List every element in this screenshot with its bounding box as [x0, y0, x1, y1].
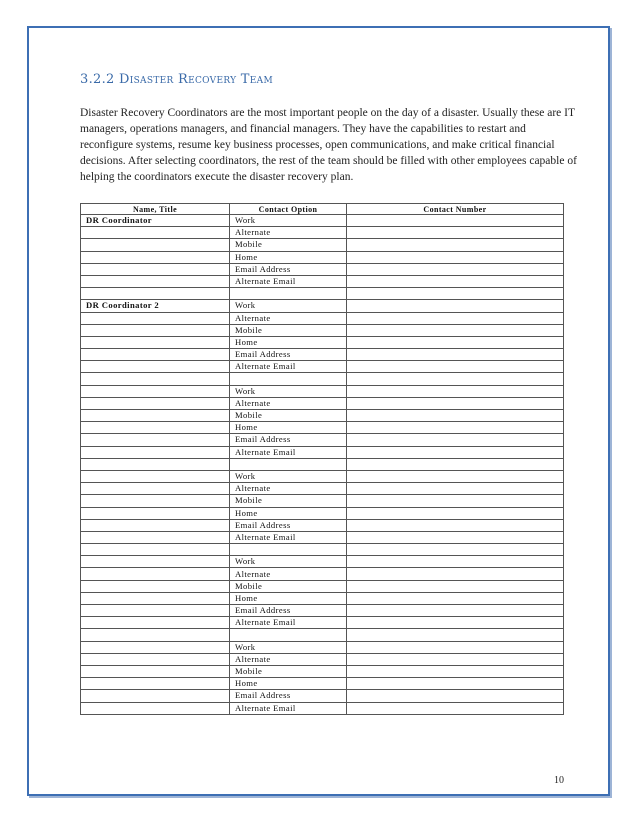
contact-name-cell: [81, 446, 230, 458]
contact-name-cell: [81, 568, 230, 580]
table-row: [81, 665, 564, 677]
table-spacer-row: [81, 288, 564, 300]
spacer-cell: [81, 544, 230, 556]
spacer-cell: [347, 288, 564, 300]
spacer-cell: [230, 544, 347, 556]
contact-name-cell: [81, 531, 230, 543]
contact-number-cell[interactable]: [347, 605, 564, 617]
contact-option-cell: Alternate: [230, 653, 347, 665]
contact-name-cell: [81, 690, 230, 702]
contact-name-cell: [81, 263, 230, 275]
table-row: [81, 361, 564, 373]
contact-option-cell: Alternate: [230, 312, 347, 324]
contact-name-cell: [81, 385, 230, 397]
spacer-cell: [347, 629, 564, 641]
contact-name-cell: [81, 227, 230, 239]
contact-option-cell: Email Address: [230, 263, 347, 275]
contact-number-cell[interactable]: [347, 653, 564, 665]
table-row: [81, 215, 564, 227]
contact-name-cell: [81, 397, 230, 409]
contact-option-cell: Home: [230, 422, 347, 434]
contact-option-cell: Alternate Email: [230, 531, 347, 543]
contact-option-cell: Alternate Email: [230, 275, 347, 287]
spacer-cell: [347, 458, 564, 470]
contact-number-cell[interactable]: [347, 324, 564, 336]
header-contact-number: Contact Number: [347, 204, 564, 215]
contact-number-cell[interactable]: [347, 300, 564, 312]
table-row: [81, 263, 564, 275]
table-spacer-row: [81, 373, 564, 385]
table-row: [81, 507, 564, 519]
contact-number-cell[interactable]: [347, 641, 564, 653]
contact-number-cell[interactable]: [347, 349, 564, 361]
contact-option-cell: Work: [230, 470, 347, 482]
contact-option-cell: Mobile: [230, 324, 347, 336]
contact-number-cell[interactable]: [347, 580, 564, 592]
contact-number-cell[interactable]: [347, 470, 564, 482]
contact-name-cell: [81, 410, 230, 422]
table-row: [81, 336, 564, 348]
contact-option-cell: Work: [230, 215, 347, 227]
contact-number-cell[interactable]: [347, 702, 564, 714]
contact-option-cell: Email Address: [230, 349, 347, 361]
table-row: [81, 641, 564, 653]
table-row: [81, 312, 564, 324]
spacer-cell: [230, 629, 347, 641]
contact-option-cell: Home: [230, 251, 347, 263]
table-spacer-row: [81, 544, 564, 556]
table-row: [81, 580, 564, 592]
contact-name-cell: [81, 641, 230, 653]
table-row: [81, 556, 564, 568]
contact-name-cell: DR Coordinator 2: [81, 300, 230, 312]
contact-number-cell[interactable]: [347, 336, 564, 348]
table-row: [81, 702, 564, 714]
contact-number-cell[interactable]: [347, 239, 564, 251]
header-name-title: Name, Title: [81, 204, 230, 215]
contact-option-cell: Email Address: [230, 434, 347, 446]
spacer-cell: [81, 288, 230, 300]
contact-number-cell[interactable]: [347, 275, 564, 287]
table-header-row: [81, 204, 564, 215]
spacer-cell: [347, 373, 564, 385]
contact-option-cell: Home: [230, 336, 347, 348]
contact-option-cell: Email Address: [230, 690, 347, 702]
contact-option-cell: Mobile: [230, 495, 347, 507]
contact-name-cell: [81, 702, 230, 714]
contact-number-cell[interactable]: [347, 227, 564, 239]
table-row: [81, 653, 564, 665]
table-row: [81, 349, 564, 361]
contact-option-cell: Email Address: [230, 519, 347, 531]
table-row: [81, 397, 564, 409]
contact-table: [80, 203, 564, 715]
page-number: 10: [554, 775, 564, 786]
contact-number-cell[interactable]: [347, 215, 564, 227]
contact-number-cell[interactable]: [347, 592, 564, 604]
contact-number-cell[interactable]: [347, 556, 564, 568]
table-row: [81, 410, 564, 422]
spacer-cell: [81, 373, 230, 385]
table-body: [81, 215, 564, 715]
table-row: [81, 385, 564, 397]
contact-option-cell: Alternate Email: [230, 617, 347, 629]
contact-name-cell: [81, 361, 230, 373]
contact-name-cell: [81, 495, 230, 507]
table-row: [81, 251, 564, 263]
contact-option-cell: Alternate: [230, 227, 347, 239]
contact-name-cell: [81, 507, 230, 519]
contact-option-cell: Work: [230, 385, 347, 397]
table-row: [81, 239, 564, 251]
contact-name-cell: [81, 556, 230, 568]
contact-name-cell: [81, 434, 230, 446]
table-row: [81, 434, 564, 446]
spacer-cell: [347, 544, 564, 556]
contact-number-cell[interactable]: [347, 312, 564, 324]
spacer-cell: [230, 288, 347, 300]
contact-number-cell[interactable]: [347, 251, 564, 263]
contact-name-cell: [81, 580, 230, 592]
contact-name-cell: [81, 239, 230, 251]
contact-name-cell: [81, 422, 230, 434]
contact-name-cell: [81, 617, 230, 629]
contact-option-cell: Home: [230, 507, 347, 519]
contact-name-cell: [81, 349, 230, 361]
contact-name-cell: [81, 324, 230, 336]
contact-number-cell[interactable]: [347, 617, 564, 629]
contact-name-cell: [81, 470, 230, 482]
table-spacer-row: [81, 629, 564, 641]
contact-number-cell[interactable]: [347, 410, 564, 422]
spacer-cell: [230, 373, 347, 385]
table-row: [81, 446, 564, 458]
table-row: [81, 519, 564, 531]
contact-number-cell[interactable]: [347, 568, 564, 580]
contact-number-cell[interactable]: [347, 361, 564, 373]
table-row: [81, 470, 564, 482]
contact-option-cell: Alternate Email: [230, 702, 347, 714]
table-row: [81, 568, 564, 580]
contact-name-cell: [81, 312, 230, 324]
intro-paragraph: Disaster Recovery Coordinators are the most important people on the day of a disaster. Usually these are IT managers, operations managers, and financial managers. They have the capabilities to restart and reconfigure systems, resume key business processes, open communications, and make critical financial decisions. After selecting coordinators, the rest of the team should be filled with other employees capable of helping the coordinators execute the disaster recovery plan.: [80, 107, 577, 183]
table-row: [81, 531, 564, 543]
spacer-cell: [230, 458, 347, 470]
contact-option-cell: Alternate Email: [230, 446, 347, 458]
table-spacer-row: [81, 458, 564, 470]
contact-name-cell: [81, 592, 230, 604]
contact-name-cell: [81, 275, 230, 287]
table-row: [81, 422, 564, 434]
contact-option-cell: Alternate: [230, 568, 347, 580]
table-row: [81, 495, 564, 507]
header-contact-option: Contact Option: [230, 204, 347, 215]
contact-name-cell: [81, 653, 230, 665]
contact-name-cell: [81, 336, 230, 348]
contact-option-cell: Alternate Email: [230, 361, 347, 373]
contact-option-cell: Home: [230, 592, 347, 604]
contact-option-cell: Work: [230, 556, 347, 568]
section-heading: 3.2.2 Disaster Recovery Team: [80, 72, 273, 87]
contact-option-cell: Alternate: [230, 397, 347, 409]
contact-option-cell: Mobile: [230, 665, 347, 677]
table-row: [81, 592, 564, 604]
table-row: [81, 300, 564, 312]
contact-name-cell: [81, 483, 230, 495]
contact-number-cell[interactable]: [347, 263, 564, 275]
contact-option-cell: Email Address: [230, 605, 347, 617]
contact-name-cell: [81, 678, 230, 690]
contact-number-cell[interactable]: [347, 519, 564, 531]
contact-number-cell[interactable]: [347, 665, 564, 677]
contact-number-cell[interactable]: [347, 397, 564, 409]
contact-option-cell: Alternate: [230, 483, 347, 495]
contact-name-cell: [81, 605, 230, 617]
contact-option-cell: Work: [230, 641, 347, 653]
spacer-cell: [81, 629, 230, 641]
contact-number-cell[interactable]: [347, 495, 564, 507]
contact-name-cell: [81, 665, 230, 677]
contact-name-cell: DR Coordinator: [81, 215, 230, 227]
contact-name-cell: [81, 251, 230, 263]
contact-number-cell[interactable]: [347, 422, 564, 434]
table-row: [81, 227, 564, 239]
contact-option-cell: Home: [230, 678, 347, 690]
contact-number-cell[interactable]: [347, 531, 564, 543]
table-row: [81, 275, 564, 287]
contact-number-cell[interactable]: [347, 385, 564, 397]
table-row: [81, 690, 564, 702]
contact-number-cell[interactable]: [347, 690, 564, 702]
contact-number-cell[interactable]: [347, 483, 564, 495]
table-row: [81, 617, 564, 629]
contact-number-cell[interactable]: [347, 507, 564, 519]
contact-option-cell: Mobile: [230, 580, 347, 592]
contact-name-cell: [81, 519, 230, 531]
spacer-cell: [81, 458, 230, 470]
contact-number-cell[interactable]: [347, 446, 564, 458]
table-row: [81, 324, 564, 336]
contact-option-cell: Mobile: [230, 239, 347, 251]
contact-option-cell: Work: [230, 300, 347, 312]
contact-number-cell[interactable]: [347, 678, 564, 690]
contact-number-cell[interactable]: [347, 434, 564, 446]
table-row: [81, 483, 564, 495]
table-row: [81, 678, 564, 690]
table-row: [81, 605, 564, 617]
contact-option-cell: Mobile: [230, 410, 347, 422]
